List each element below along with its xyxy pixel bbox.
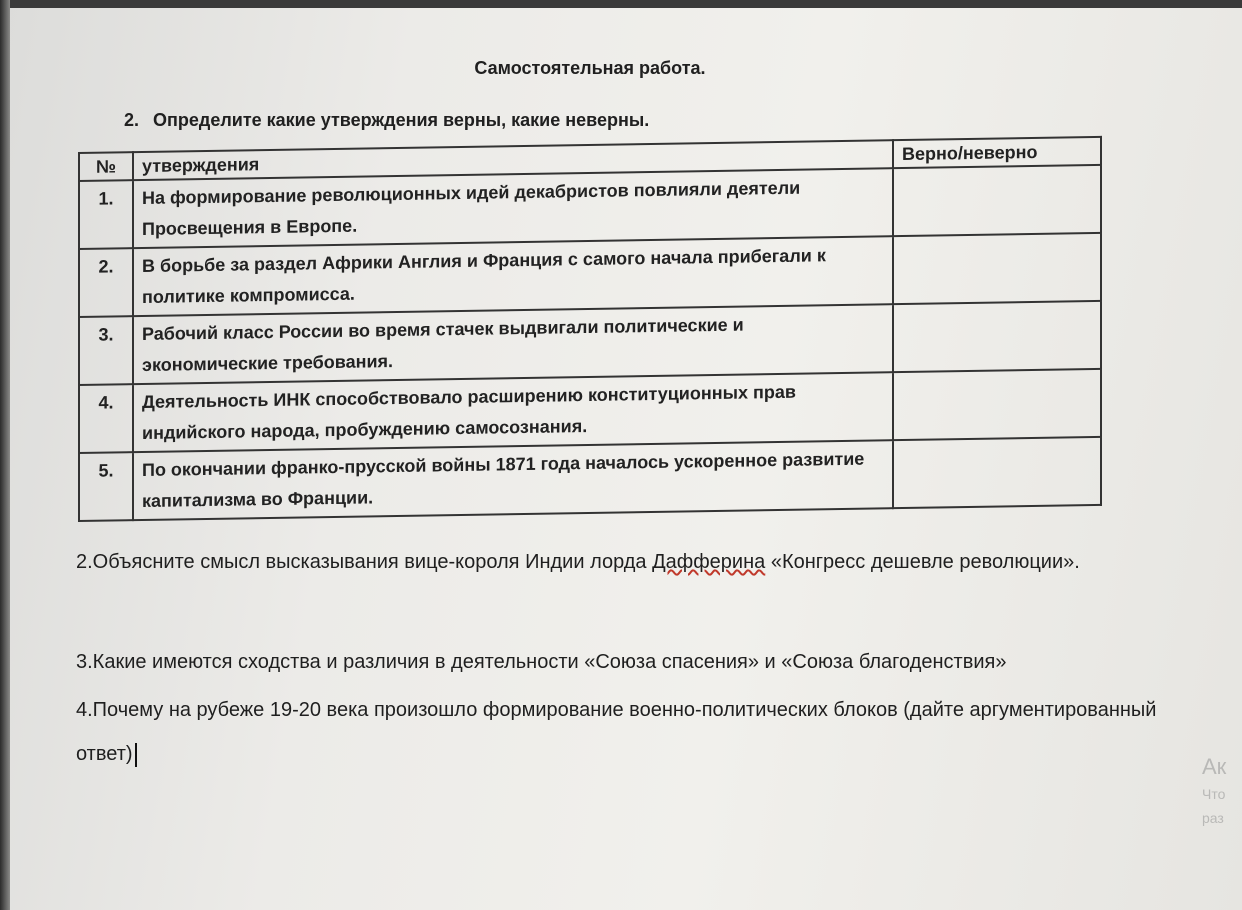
spellcheck-underlined-word[interactable]: Дафферина: [652, 551, 766, 573]
task-heading: [124, 110, 649, 131]
page-title: Самостоятельная работа.: [474, 58, 706, 78]
watermark-line-3: раз: [1202, 810, 1224, 826]
row-answer-cell[interactable]: [893, 301, 1101, 372]
row-number: 4.: [79, 384, 133, 453]
task-number: 2.: [124, 110, 140, 130]
question-2[interactable]: [76, 540, 1176, 584]
question-2-text-start: 2.Объясните смысл высказывания вице-короля Индии лорда: [76, 551, 653, 573]
watermark-line-1: Ак: [1202, 754, 1227, 779]
row-answer-cell[interactable]: [893, 165, 1101, 236]
row-statement[interactable]: Деятельность ИНК способствовало расширению конституционных прав индийского народа, пробуждению самосознания.: [133, 372, 893, 452]
header-number: №: [79, 152, 133, 181]
header-statement: утверждения: [133, 140, 893, 180]
header-true-false: Верно/неверно: [893, 137, 1101, 168]
row-number: 1.: [79, 180, 133, 249]
activation-watermark: [1202, 752, 1242, 830]
row-statement[interactable]: Рабочий класс России во время стачек выдвигали политические и экономические требования.: [133, 304, 893, 384]
text-cursor: [135, 743, 137, 767]
question-4[interactable]: [76, 688, 1176, 776]
row-number: 5.: [79, 452, 133, 521]
statements-table[interactable]: [78, 136, 1102, 522]
row-answer-cell[interactable]: [893, 233, 1101, 304]
row-statement[interactable]: На формирование революционных идей декабристов повлияли деятели Просвещения в Европе.: [133, 168, 893, 248]
row-number: 2.: [79, 248, 133, 317]
watermark-line-2: Что: [1202, 786, 1226, 802]
question-2-text-end: «Конгресс дешевле революции».: [765, 551, 1080, 573]
task-text: Определите какие утверждения верны, какие неверны.: [153, 110, 650, 130]
row-statement[interactable]: В борьбе за раздел Африки Англия и Франция с самого начала прибегали к политике компромисса.: [133, 236, 893, 316]
question-4-text: 4.Почему на рубеже 19-20 века произошло формирование военно-политических блоков (дайте аргументированный ответ): [76, 699, 1157, 765]
row-number: 3.: [79, 316, 133, 385]
row-statement[interactable]: По окончании франко-прусской войны 1871 года началось ускоренное развитие капитализма во Франции.: [133, 440, 893, 520]
row-answer-cell[interactable]: [893, 437, 1101, 508]
question-3[interactable]: 3.Какие имеются сходства и различия в деятельности «Союза спасения» и «Союза благоденствия»: [76, 651, 1007, 673]
row-answer-cell[interactable]: [893, 369, 1101, 440]
